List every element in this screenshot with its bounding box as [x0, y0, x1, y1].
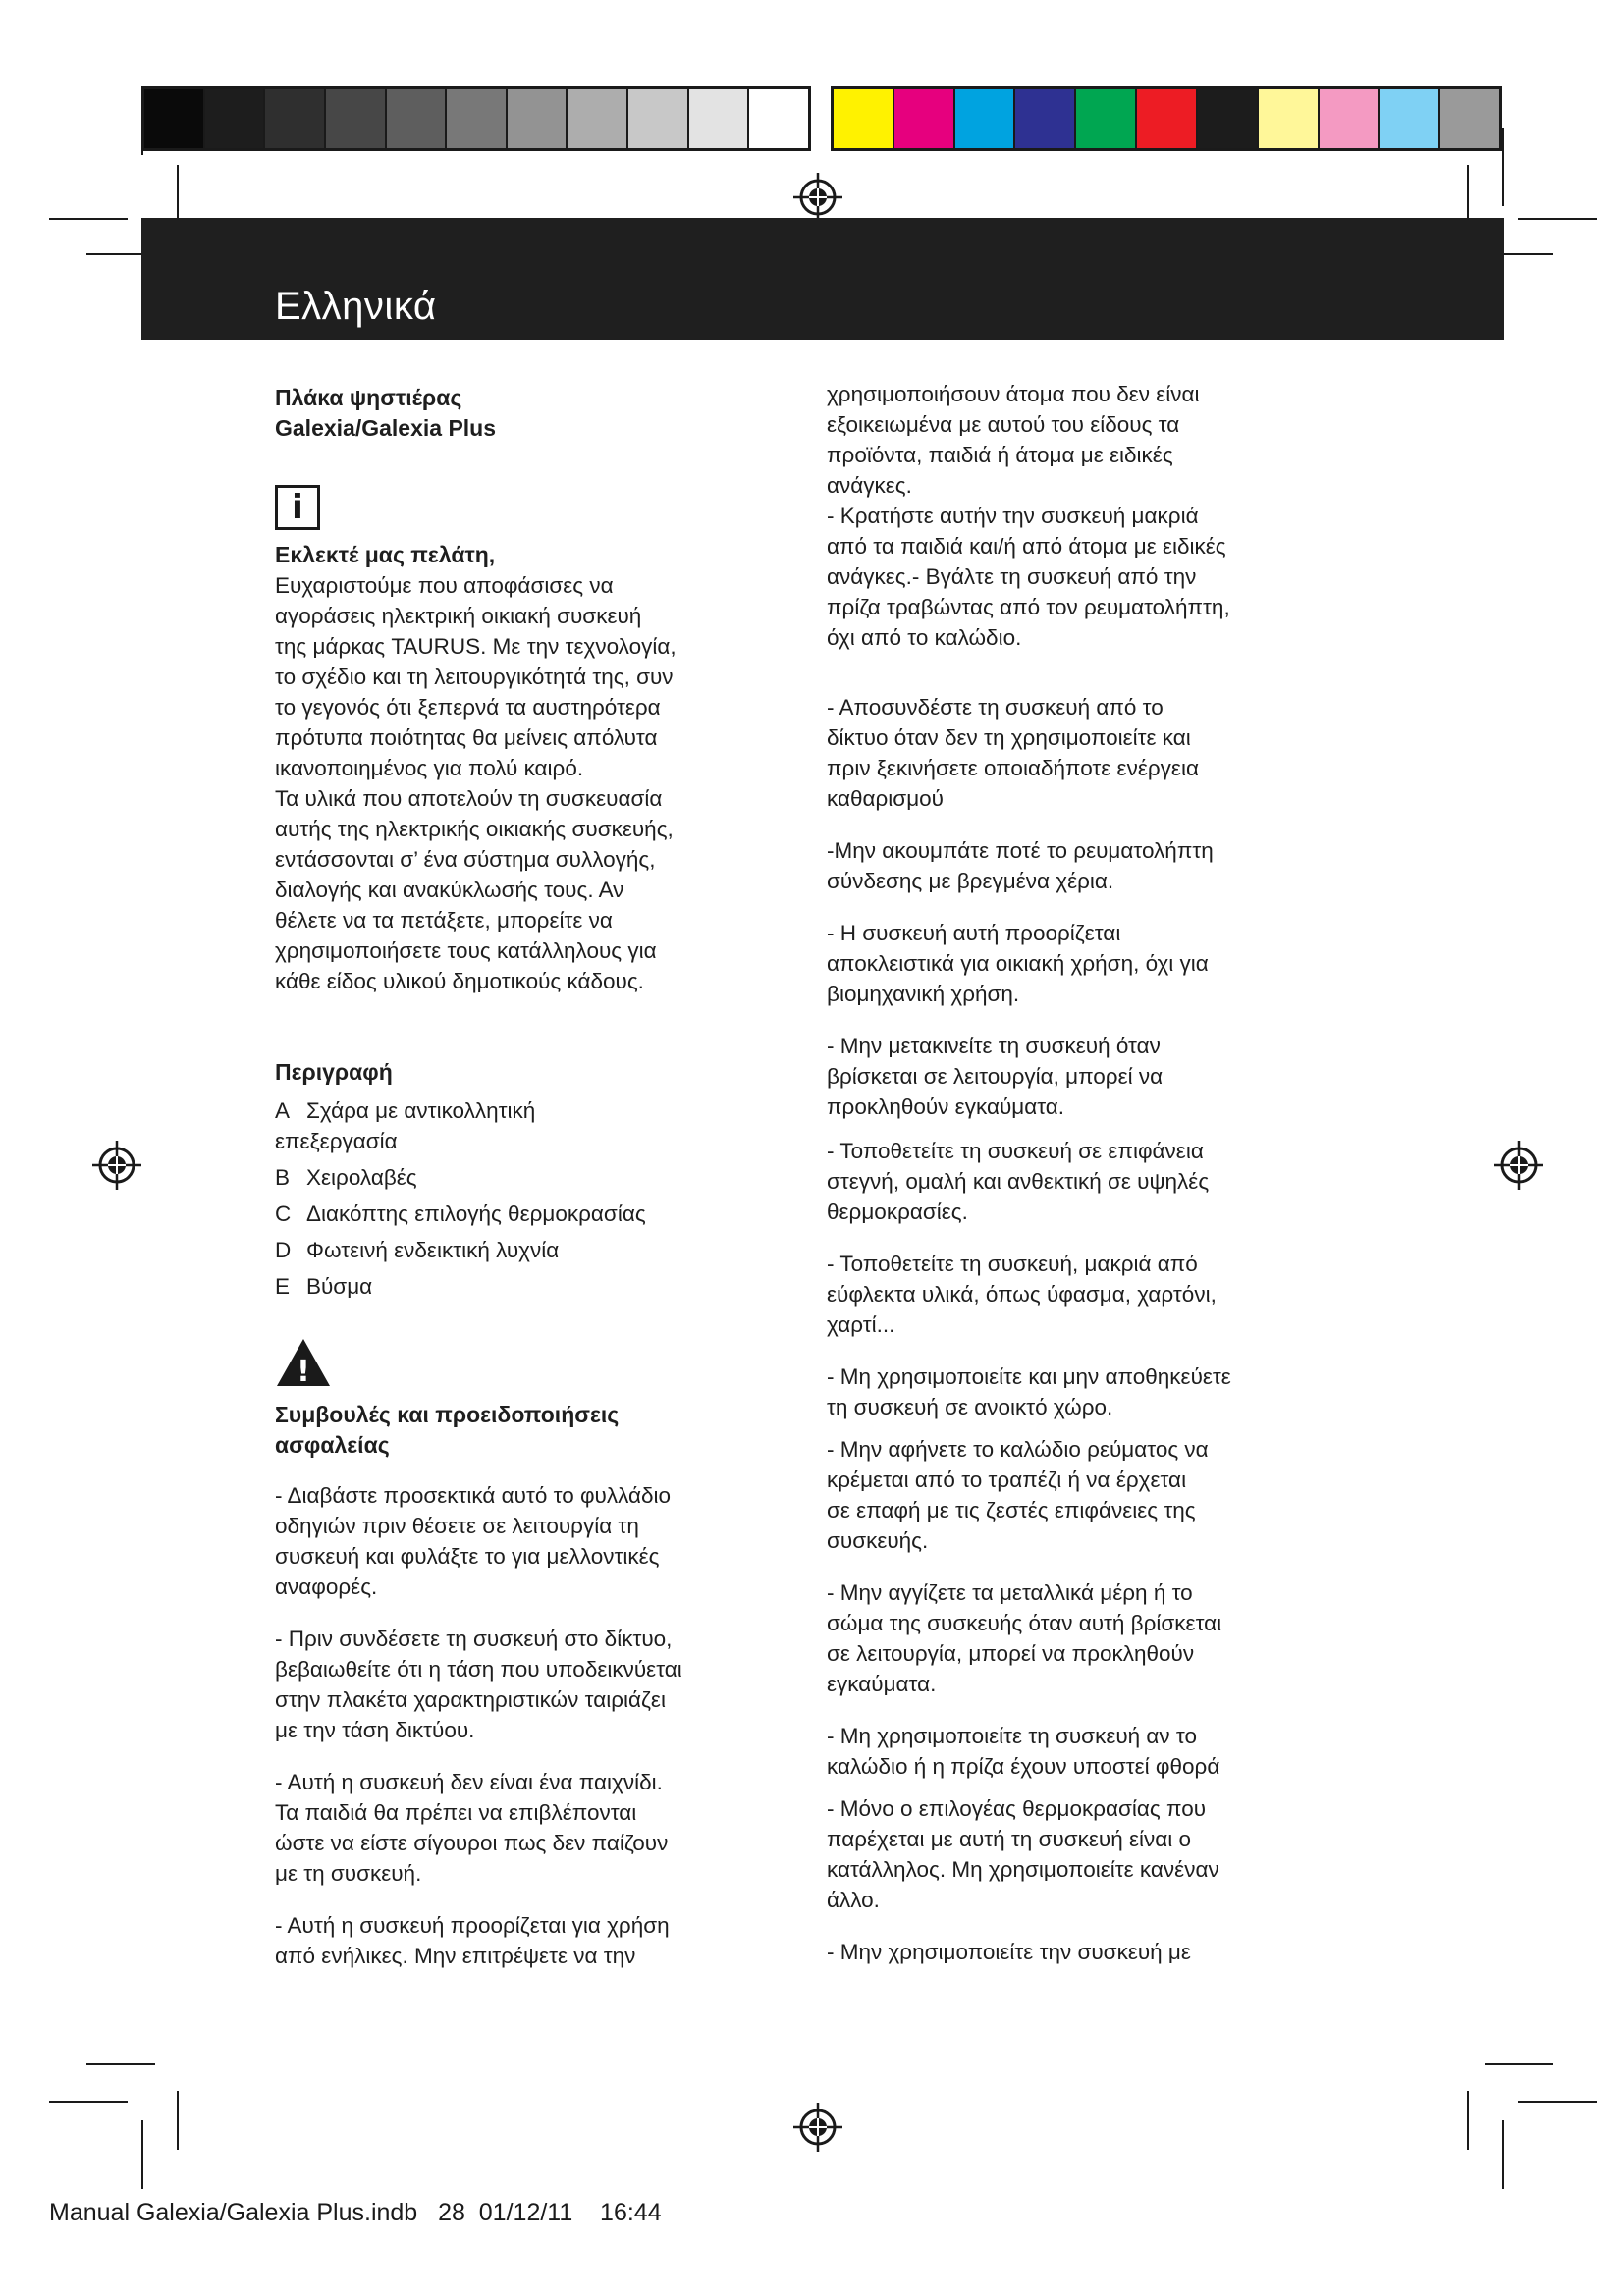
crop-mark — [86, 2063, 155, 2065]
intro-line: κάθε είδος υλικού δημοτικούς κάδους. — [275, 969, 644, 993]
crop-mark — [1467, 165, 1469, 226]
safety-line: αναφορές. — [275, 1575, 378, 1599]
calibration-swatch — [144, 89, 205, 148]
safety-line: - Μην αγγίζετε τα μεταλλικά μέρη ή το — [827, 1580, 1193, 1605]
safety-line: με τη συσκευή. — [275, 1861, 422, 1886]
calibration-swatch — [834, 89, 894, 148]
intro-line: της μάρκας TAURUS. Με την τεχνολογία, — [275, 634, 677, 659]
safety-paragraph — [827, 1721, 1337, 1782]
safety-line: στην πλακέτα χαρακτηριστικών ταιριάζει — [275, 1687, 666, 1712]
registration-target-icon — [791, 2101, 844, 2154]
crop-mark — [177, 2091, 179, 2150]
description-item-text: Σχάρα με αντικολλητική — [306, 1098, 536, 1123]
safety-line: - Μόνο ο επιλογέας θερμοκρασίας που — [827, 1796, 1207, 1821]
svg-text:!: ! — [297, 1355, 310, 1388]
description-item-letter: B — [275, 1165, 291, 1190]
intro-line: Ευχαριστούμε που αποφάσισες να — [275, 573, 614, 598]
calibration-swatch — [326, 89, 387, 148]
safety-heading-cont: ασφαλείας — [275, 1432, 390, 1458]
safety-paragraph — [275, 1767, 766, 1889]
safety-heading: Συμβουλές και προειδοποιήσεις — [275, 1402, 620, 1427]
safety-line: καθαρισμού — [827, 786, 944, 811]
safety-line: προϊόντα, παιδιά ή άτομα με ειδικές — [827, 443, 1173, 467]
calibration-swatch — [205, 89, 266, 148]
calibration-swatch — [1015, 89, 1076, 148]
safety-line: - Κρατήστε αυτήν την συσκευή μακριά — [827, 504, 1199, 528]
description-item-text: Βύσμα — [306, 1274, 373, 1299]
description-item — [275, 1095, 766, 1126]
description-item-letter: A — [275, 1098, 291, 1123]
safety-line: θερμοκρασίες. — [827, 1200, 968, 1224]
description-item — [275, 1235, 766, 1265]
safety-paragraph — [827, 1577, 1337, 1699]
safety-line: στεγνή, ομαλή και ανθεκτική σε υψηλές — [827, 1169, 1210, 1194]
description-item — [275, 1271, 766, 1302]
print-date: 01/12/11 — [478, 2199, 573, 2226]
safety-line: ανάγκες.- Βγάλτε τη συσκευή από την — [827, 564, 1197, 589]
crop-mark — [49, 2101, 128, 2103]
safety-line: καλώδιο ή η πρίζα έχουν υποστεί φθορά — [827, 1754, 1220, 1779]
description-list — [275, 1095, 766, 1302]
safety-line: πρίζα τραβώντας από τον ρευματολήπτη, — [827, 595, 1230, 619]
intro-line: διαλογής και ανακύκλωσής τους. Αν — [275, 878, 624, 902]
intro-line: χρησιμοποιήσετε τους κατάλληλους για — [275, 938, 657, 963]
crop-mark — [177, 165, 179, 226]
safety-line: παρέχεται με αυτή τη συσκευή είναι ο — [827, 1827, 1192, 1851]
crop-mark — [1518, 218, 1597, 220]
safety-line: χρησιμοποιήσουν άτομα που δεν είναι — [827, 382, 1200, 406]
safety-line: δίκτυο όταν δεν τη χρησιμοποιείτε και — [827, 725, 1191, 750]
calibration-swatch — [265, 89, 326, 148]
crop-mark — [141, 2120, 143, 2189]
description-item — [275, 1162, 766, 1193]
safety-line: σύνδεσης με βρεγμένα χέρια. — [827, 869, 1114, 893]
file-name: Manual Galexia/Galexia Plus.indb — [49, 2199, 418, 2226]
safety-warnings-continued — [827, 379, 1337, 1967]
description-heading: Περιγραφή — [275, 1059, 393, 1085]
safety-line: από ενήλικες. Μην επιτρέψετε να την — [275, 1944, 636, 1968]
calibration-swatch — [1076, 89, 1137, 148]
registration-target-icon — [1492, 1139, 1545, 1192]
safety-line: τη συσκευή σε ανοικτό χώρο. — [827, 1395, 1113, 1419]
crop-mark — [1485, 2063, 1553, 2065]
safety-paragraph — [275, 1480, 766, 1602]
safety-line: χαρτί... — [827, 1312, 895, 1337]
calibration-swatch — [387, 89, 448, 148]
crop-mark — [1518, 2101, 1597, 2103]
safety-line: - Αποσυνδέστε τη συσκευή από το — [827, 695, 1164, 720]
safety-paragraph — [827, 835, 1337, 896]
safety-line: ανάγκες. — [827, 473, 912, 498]
safety-paragraph — [827, 1434, 1337, 1556]
safety-line: - Μη χρησιμοποιείτε και μην αποθηκεύετε — [827, 1364, 1231, 1389]
safety-warnings — [275, 1480, 766, 1971]
safety-line: - Μην χρησιμοποιείτε την συσκευή με — [827, 1940, 1191, 1964]
safety-line: βεβαιωθείτε ότι η τάση που υποδεικνύεται — [275, 1657, 682, 1682]
safety-paragraph — [827, 1031, 1337, 1122]
safety-line: με την τάση δικτύου. — [275, 1718, 475, 1742]
description-item — [275, 1126, 766, 1156]
safety-line: - Αυτή η συσκευή προορίζεται για χρήση — [275, 1913, 670, 1938]
calibration-swatch — [1380, 89, 1440, 148]
description-item-letter: C — [275, 1201, 292, 1226]
crop-mark — [1502, 2120, 1504, 2189]
safety-paragraph — [827, 918, 1337, 1009]
safety-paragraph — [275, 1910, 766, 1971]
safety-line: - Αυτή η συσκευή δεν είναι ένα παιχνίδι. — [275, 1770, 663, 1794]
description-item-text: Φωτεινή ενδεικτική λυχνία — [306, 1238, 560, 1262]
calibration-swatch — [1137, 89, 1198, 148]
safety-line: - Μην μετακινείτε τη συσκευή όταν — [827, 1034, 1161, 1058]
intro-line: πρότυπα ποιότητας θα μείνεις απόλυτα — [275, 725, 658, 750]
safety-line: προκληθούν εγκαύματα. — [827, 1095, 1065, 1119]
registration-target-icon — [791, 171, 844, 224]
safety-line: αποκλειστικά για οικιακή χρήση, όχι για — [827, 951, 1209, 976]
page-number: 28 — [438, 2199, 465, 2226]
safety-paragraph — [827, 692, 1337, 814]
calibration-swatch — [628, 89, 689, 148]
safety-line: πριν ξεκινήσετε οποιαδήποτε ενέργεια — [827, 756, 1199, 780]
safety-line: Τα παιδιά θα πρέπει να επιβλέπονται — [275, 1800, 637, 1825]
safety-line: - Διαβάστε προσεκτικά αυτό το φυλλάδιο — [275, 1483, 672, 1508]
intro-line: αγοράσεις ηλεκτρική οικιακή συσκευή — [275, 604, 642, 628]
safety-line: - Πριν συνδέσετε τη συσκευή στο δίκτυο, — [275, 1627, 673, 1651]
product-title: Πλάκα ψηστιέρας — [275, 385, 462, 410]
safety-paragraph — [827, 1793, 1337, 1915]
description-item-letter: D — [275, 1238, 292, 1262]
safety-line: - Μη χρησιμοποιείτε τη συσκευή αν το — [827, 1724, 1198, 1748]
info-icon: i — [275, 485, 320, 530]
safety-paragraph — [275, 1624, 766, 1745]
safety-line: οδηγιών πριν θέσετε σε λειτουργία τη — [275, 1514, 639, 1538]
intro-line: ικανοποιημένος για πολύ καιρό. — [275, 756, 584, 780]
calibration-swatch — [749, 89, 808, 148]
safety-line: σώμα της συσκευής όταν αυτή βρίσκεται — [827, 1611, 1222, 1635]
safety-line: - Η συσκευή αυτή προορίζεται — [827, 921, 1121, 945]
safety-line: σε λειτουργία, μπορεί να προκληθούν — [827, 1641, 1195, 1666]
calibration-swatch — [955, 89, 1016, 148]
intro-line: το γεγονός ότι ξεπερνά τα αυστηρότερα — [275, 695, 661, 720]
safety-line: συσκευή και φυλάξτε το για μελλοντικές — [275, 1544, 660, 1569]
safety-paragraph — [827, 1362, 1337, 1422]
safety-line: βρίσκεται σε λειτουργία, μπορεί να — [827, 1064, 1164, 1089]
crop-mark — [1467, 2091, 1469, 2150]
intro-line: Τα υλικά που αποτελούν τη συσκευασία — [275, 786, 663, 811]
description-item-text: επεξεργασία — [275, 1129, 398, 1153]
calibration-swatch — [1198, 89, 1259, 148]
grayscale-calibration-bar — [141, 86, 811, 151]
crop-mark — [141, 128, 143, 155]
safety-line: ώστε να είστε σίγουροι πως δεν παίζουν — [275, 1831, 669, 1855]
safety-line: όχι από το καλώδιο. — [827, 625, 1022, 650]
calibration-swatch — [894, 89, 955, 148]
print-slug — [49, 2199, 662, 2227]
safety-paragraph — [827, 1136, 1337, 1227]
safety-line: εξοικειωμένα με αυτού του είδους τα — [827, 412, 1180, 437]
product-model: Galexia/Galexia Plus — [275, 415, 497, 441]
calibration-swatch — [447, 89, 508, 148]
description-item-text: Χειρολαβές — [306, 1165, 417, 1190]
crop-mark — [49, 218, 128, 220]
intro-line: θέλετε να τα πετάξετε, μπορείτε να — [275, 908, 613, 933]
description-item-letter: E — [275, 1274, 291, 1299]
color-calibration-bar — [831, 86, 1502, 151]
registration-target-icon — [90, 1139, 143, 1192]
safety-paragraph — [827, 379, 1337, 653]
safety-line: - Μην αφήνετε το καλώδιο ρεύματος να — [827, 1437, 1209, 1462]
right-column — [827, 379, 1337, 1985]
calibration-swatch — [1440, 89, 1499, 148]
safety-line: συσκευής. — [827, 1528, 929, 1553]
intro-line: το σχέδιο και τη λειτουργικότητά της, συν — [275, 665, 674, 689]
intro-paragraph — [275, 570, 766, 996]
crop-mark — [1502, 128, 1504, 206]
safety-line: άλλο. — [827, 1888, 880, 1912]
safety-paragraph — [827, 1249, 1337, 1340]
greeting-heading: Εκλεκτέ μας πελάτη, — [275, 542, 496, 567]
safety-line: σε επαφή με τις ζεστές επιφάνειες της — [827, 1498, 1196, 1522]
print-time: 16:44 — [600, 2199, 662, 2226]
safety-line: βιομηχανική χρήση. — [827, 982, 1020, 1006]
calibration-swatch — [1320, 89, 1380, 148]
safety-line: εγκαύματα. — [827, 1672, 937, 1696]
calibration-swatch — [568, 89, 628, 148]
safety-line: εύφλεκτα υλικά, όπως ύφασμα, χαρτόνι, — [827, 1282, 1217, 1307]
intro-line: εντάσσονται σ’ ένα σύστημα συλλογής, — [275, 847, 656, 872]
calibration-swatch — [508, 89, 568, 148]
safety-line: - Τοποθετείτε τη συσκευή, μακριά από — [827, 1252, 1198, 1276]
safety-line: -Μην ακουμπάτε ποτέ το ρευματολήπτη — [827, 838, 1214, 863]
description-item — [275, 1199, 766, 1229]
safety-line: - Τοποθετείτε τη συσκευή σε επιφάνεια — [827, 1139, 1204, 1163]
safety-line: από τα παιδιά και/ή από άτομα με ειδικές — [827, 534, 1226, 559]
description-item-text: Διακόπτης επιλογής θερμοκρασίας — [306, 1201, 646, 1226]
calibration-swatch — [1259, 89, 1320, 148]
left-column — [275, 383, 766, 1993]
intro-line: αυτής της ηλεκτρικής οικιακής συσκευής, — [275, 817, 674, 841]
calibration-swatch — [689, 89, 750, 148]
safety-line: κατάλληλος. Μη χρησιμοποιείτε κανέναν — [827, 1857, 1219, 1882]
safety-line: κρέμεται από το τραπέζι ή να έρχεται — [827, 1468, 1187, 1492]
safety-paragraph — [827, 1937, 1337, 1967]
warning-triangle-icon — [275, 1337, 332, 1388]
language-title: Ελληνικά — [275, 285, 437, 328]
